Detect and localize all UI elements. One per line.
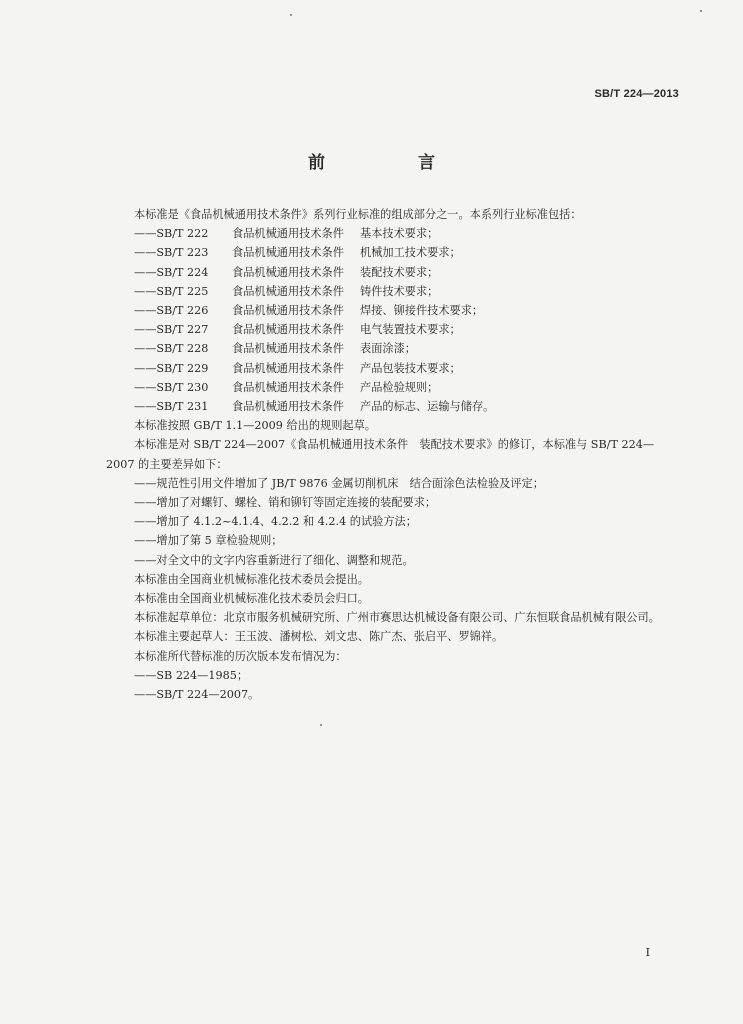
page-number: I <box>645 946 650 959</box>
series-part: 产品的标志、运输与储存。 <box>360 400 495 414</box>
document-code: SB/T 224—2013 <box>594 88 679 100</box>
series-part: 装配技术要求； <box>360 265 439 279</box>
revision-intro: 本标准是对 SB/T 224—2007《食品机械通用技术条件 装配技术要求》的修订，本标准与 SB/T 224—2007 的主要差异如下： <box>106 438 655 471</box>
page-title: 前 言 <box>308 153 473 173</box>
series-item <box>106 263 678 282</box>
proposed-by: 本标准由全国商业机械标准化技术委员会提出。 <box>134 572 369 586</box>
history-item: ——SB 224—1985； <box>134 668 249 682</box>
series-part: 表面涂漆； <box>360 342 416 356</box>
series-code: ——SB/T 228 <box>134 342 209 356</box>
series-code: ——SB/T 227 <box>134 323 209 337</box>
series-code: ——SB/T 226 <box>134 304 209 318</box>
history-intro: 本标准所代替标准的历次版本发布情况为： <box>134 649 347 663</box>
history-item: ——SB/T 224—2007。 <box>134 688 260 702</box>
series-item <box>106 224 678 243</box>
series-item <box>106 378 678 397</box>
series-name: 食品机械通用技术条件 <box>232 400 344 414</box>
history-list <box>106 666 678 704</box>
series-name: 食品机械通用技术条件 <box>232 323 344 337</box>
series-code: ——SB/T 230 <box>134 380 209 394</box>
series-part: 产品包装技术要求； <box>360 361 461 375</box>
drafting-units: 本标准起草单位：北京市服务机械研究所、广州市赛思达机械设备有限公司、广东恒联食品机械有限公司。 <box>134 611 660 625</box>
change-item: ——增加了第 5 章检验规则； <box>134 534 283 548</box>
series-code: ——SB/T 231 <box>134 400 209 414</box>
series-item <box>106 301 678 320</box>
change-item: ——增加了对螺钉、螺栓、销和铆钉等固定连接的装配要求； <box>134 496 437 510</box>
series-part: 焊接、铆接件技术要求； <box>360 304 484 318</box>
series-name: 食品机械通用技术条件 <box>232 265 344 279</box>
series-code: ——SB/T 222 <box>134 227 209 241</box>
series-part: 铸件技术要求； <box>360 284 439 298</box>
series-item <box>106 243 678 262</box>
series-code: ——SB/T 223 <box>134 246 209 260</box>
series-name: 食品机械通用技术条件 <box>232 361 344 375</box>
scan-speck <box>290 14 292 16</box>
scan-speck <box>700 10 702 12</box>
series-item <box>106 359 678 378</box>
changes-list <box>106 474 678 570</box>
series-part: 产品检验规则； <box>360 380 439 394</box>
series-item <box>106 339 678 358</box>
series-part: 机械加工技术要求； <box>360 246 461 260</box>
series-name: 食品机械通用技术条件 <box>232 227 344 241</box>
series-name: 食品机械通用技术条件 <box>232 246 344 260</box>
intro-paragraph: 本标准是《食品机械通用技术条件》系列行业标准的组成部分之一。本系列行业标准包括： <box>134 208 582 221</box>
series-part: 基本技术要求； <box>360 227 439 241</box>
foreword-body <box>106 205 678 704</box>
series-name: 食品机械通用技术条件 <box>232 304 344 318</box>
managed-by: 本标准由全国商业机械标准化技术委员会归口。 <box>134 592 369 606</box>
series-name: 食品机械通用技术条件 <box>232 380 344 394</box>
change-item: ——规范性引用文件增加了 JB/T 9876 金属切削机床 结合面涂色法检验及评定； <box>134 476 544 490</box>
drafting-rule: 本标准按照 GB/T 1.1—2009 给出的规则起草。 <box>134 419 376 433</box>
series-code: ——SB/T 225 <box>134 284 209 298</box>
series-list <box>106 224 678 416</box>
series-name: 食品机械通用技术条件 <box>232 284 344 298</box>
series-code: ——SB/T 229 <box>134 361 209 375</box>
series-part: 电气装置技术要求； <box>360 323 461 337</box>
series-code: ——SB/T 224 <box>134 265 209 279</box>
series-item <box>106 397 678 416</box>
change-item: ——对全文中的文字内容重新进行了细化、调整和规范。 <box>134 553 414 567</box>
drafters: 本标准主要起草人：王玉波、潘树松、刘文忠、陈广杰、张启平、罗锦祥。 <box>134 630 504 644</box>
series-item <box>106 320 678 339</box>
change-item: ——增加了 4.1.2~4.1.4、4.2.2 和 4.2.4 的试验方法； <box>134 515 417 529</box>
series-item <box>106 282 678 301</box>
series-name: 食品机械通用技术条件 <box>232 342 344 356</box>
scan-speck <box>320 724 322 726</box>
